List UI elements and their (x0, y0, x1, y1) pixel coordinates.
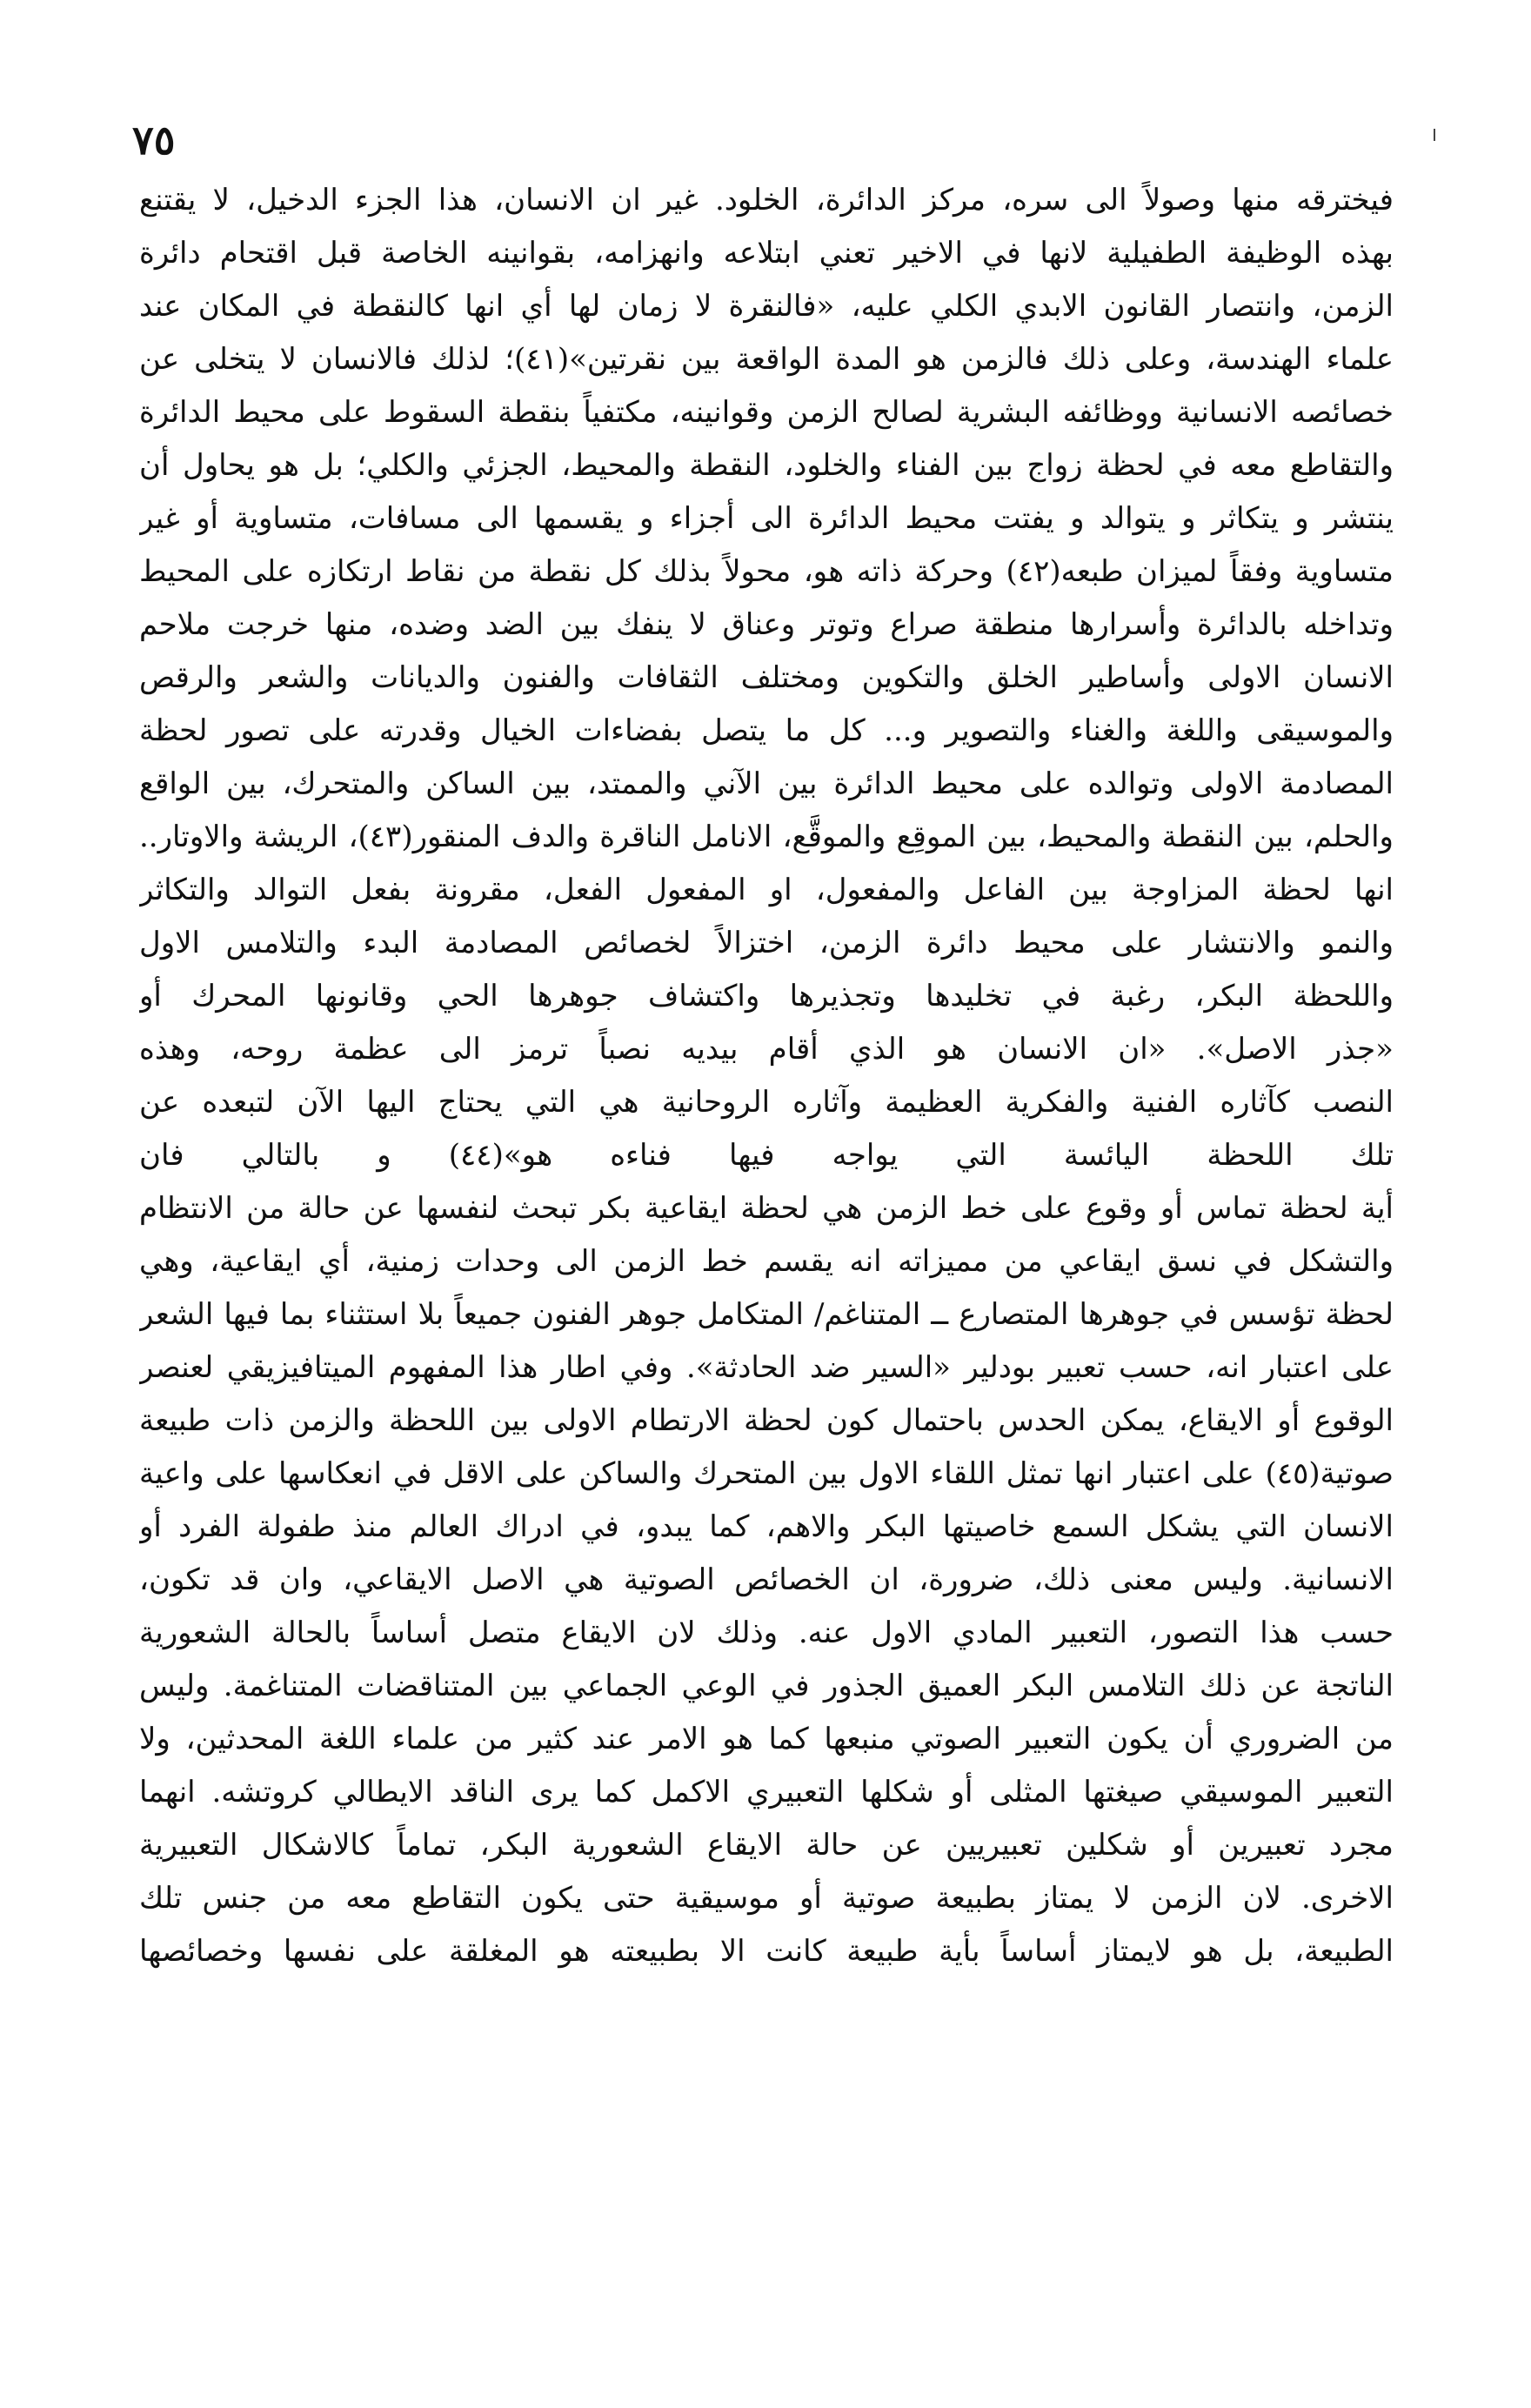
text-line: الانسانية. وليس معنى ذلك، ضرورة، ان الخصائص الصوتية هي الاصل الايقاعي، وان قد تكون، (139, 1562, 1394, 1597)
text-line: تلك اللحظة اليائسة التي يواجه فيها فناءه هو»(٤٤) و بالتالي فان (139, 1138, 1394, 1173)
page-number: ٧٥ (132, 117, 176, 164)
text-line: على اعتبار انه، حسب تعبير بودلير «السير ضد الحادثة». وفي اطار هذا المفهوم الميتافيزيقي لعنصر (139, 1350, 1394, 1385)
text-line: الطبيعة، بل هو لايمتاز أساساً بأية طبيعة كانت الا بطبيعته هو المغلقة على نفسها وخصائصها (139, 1934, 1394, 1969)
text-line: وتداخله بالدائرة وأسرارها منطقة صراع وتوتر وعناق لا ينفك بين الضد وضده، منها خرجت ملاحم (139, 607, 1394, 642)
text-line: النصب كآثاره الفنية والفكرية العظيمة وآثاره الروحانية هي التي يحتاج اليها الآن لتبعده عن (139, 1085, 1394, 1120)
text-line: مجرد تعبيرين أو شكلين تعبيريين عن حالة الايقاع الشعورية البكر، تماماً كالاشكال التعبيرية (139, 1828, 1394, 1863)
text-line: الوقوع أو الايقاع، يمكن الحدس باحتمال كون لحظة الارتطام الاولى بين اللحظة والزمن ذات طبيعة (139, 1403, 1394, 1438)
text-line: واللحظة البكر، رغبة في تخليدها وتجذيرها واكتشاف جوهرها الحي وقانونها المحرك أو (139, 979, 1394, 1013)
text-line: صوتية(٤٥) على اعتبار انها تمثل اللقاء الاول بين المتحرك والساكن على الاقل في انعكاسها على واعية (139, 1456, 1394, 1491)
text-line: لحظة تؤسس في جوهرها المتصارع ــ المتناغم/ المتكامل جوهر الفنون جميعاً بلا استثناء بما فيها الشعر (139, 1297, 1394, 1332)
text-line: خصائصه الانسانية ووظائفه البشرية لصالح الزمن وقوانينه، مكتفياً بنقطة السقوط على محيط الدائرة (139, 395, 1394, 430)
text-line: علماء الهندسة، وعلى ذلك فالزمن هو المدة الواقعة بين نقرتين»(٤١)؛ لذلك فالانسان لا يتخلى عن (139, 342, 1394, 377)
text-line: المصادمة الاولى وتوالده على محيط الدائرة بين الآني والممتد، بين الساكن والمتحرك، بين الواقع (139, 766, 1394, 801)
text-line: فيخترقه منها وصولاً الى سره، مركز الدائرة، الخلود. غير ان الانسان، هذا الجزء الدخيل، لا يقتنع (139, 183, 1394, 217)
text-line: حسب هذا التصور، التعبير المادي الاول عنه. وذلك لان الايقاع متصل أساساً بالحالة الشعورية (139, 1615, 1394, 1650)
text-line: أية لحظة تماس أو وقوع على خط الزمن هي لحظة ايقاعية بكر تبحث لنفسها عن حالة من الانتظام (139, 1191, 1394, 1226)
text-line: الانسان التي يشكل السمع خاصيتها البكر والاهم، كما يبدو، في ادراك العالم منذ طفولة الفرد أو (139, 1509, 1394, 1544)
text-line: الزمن، وانتصار القانون الابدي الكلي عليه، «فالنقرة لا زمان لها أي انها كالنقطة في المكان عند (139, 289, 1394, 324)
text-line: بهذه الوظيفة الطفيلية لانها في الاخير تعني ابتلاعه وانهزامه، بقوانينه الخاصة قبل اقتحام دائرة (139, 236, 1394, 271)
body-text (139, 174, 1394, 1978)
text-line: الاخرى. لان الزمن لا يمتاز بطبيعة صوتية أو موسيقية حتى يكون التقاطع معه من جنس تلك (139, 1881, 1394, 1916)
text-line: والنمو والانتشار على محيط دائرة الزمن، اختزالاً لخصائص المصادمة البدء والتلامس الاول (139, 926, 1394, 960)
text-line: والتقاطع معه في لحظة زواج بين الفناء والخلود، النقطة والمحيط، الجزئي والكلي؛ بل هو يحاول أن (139, 448, 1394, 483)
text-line: من الضروري أن يكون التعبير الصوتي منبعها كما هو الامر عند كثير من علماء اللغة المحدثين، ولا (139, 1722, 1394, 1756)
margin-mark (1434, 129, 1435, 141)
text-line: ينتشر و يتكاثر و يتوالد و يفتت محيط الدائرة الى أجزاء و يقسمها الى مسافات، متساوية أو غير (139, 501, 1394, 536)
text-line: والحلم، بين النقطة والمحيط، بين الموقِع والموقَّع، الانامل الناقرة والدف المنقور(٤٣)، الريشة والاوتار.. (139, 819, 1394, 854)
text-line: الناتجة عن ذلك التلامس البكر العميق الجذور في الوعي الجماعي بين المتناقضات المتناغمة. وليس (139, 1669, 1394, 1703)
text-line: انها لحظة المزاوجة بين الفاعل والمفعول، او المفعول الفعل، مقرونة بفعل التوالد والتكاثر (139, 873, 1394, 907)
text-line: التعبير الموسيقي صيغتها المثلى أو شكلها التعبيري الاكمل كما يرى الناقد الايطالي كروتشه. انهما (139, 1775, 1394, 1809)
text-line: والتشكل في نسق ايقاعي من مميزاته انه يقسم خط الزمن الى وحدات زمنية، أي ايقاعية، وهي (139, 1244, 1394, 1279)
text-line: الانسان الاولى وأساطير الخلق والتكوين ومختلف الثقافات والفنون والديانات والشعر والرقص (139, 660, 1394, 695)
text-line: «جذر الاصل». «ان الانسان هو الذي أقام بيديه نصباً ترمز الى عظمة روحه، وهذه (139, 1032, 1394, 1067)
text-line: والموسيقى واللغة والغناء والتصوير و... كل ما يتصل بفضاءات الخيال وقدرته على تصور لحظة (139, 713, 1394, 748)
text-line: متساوية وفقاً لميزان طبعه(٤٢) وحركة ذاته هو، محولاً بذلك كل نقطة من نقاط ارتكازه على المحيط (139, 554, 1394, 589)
